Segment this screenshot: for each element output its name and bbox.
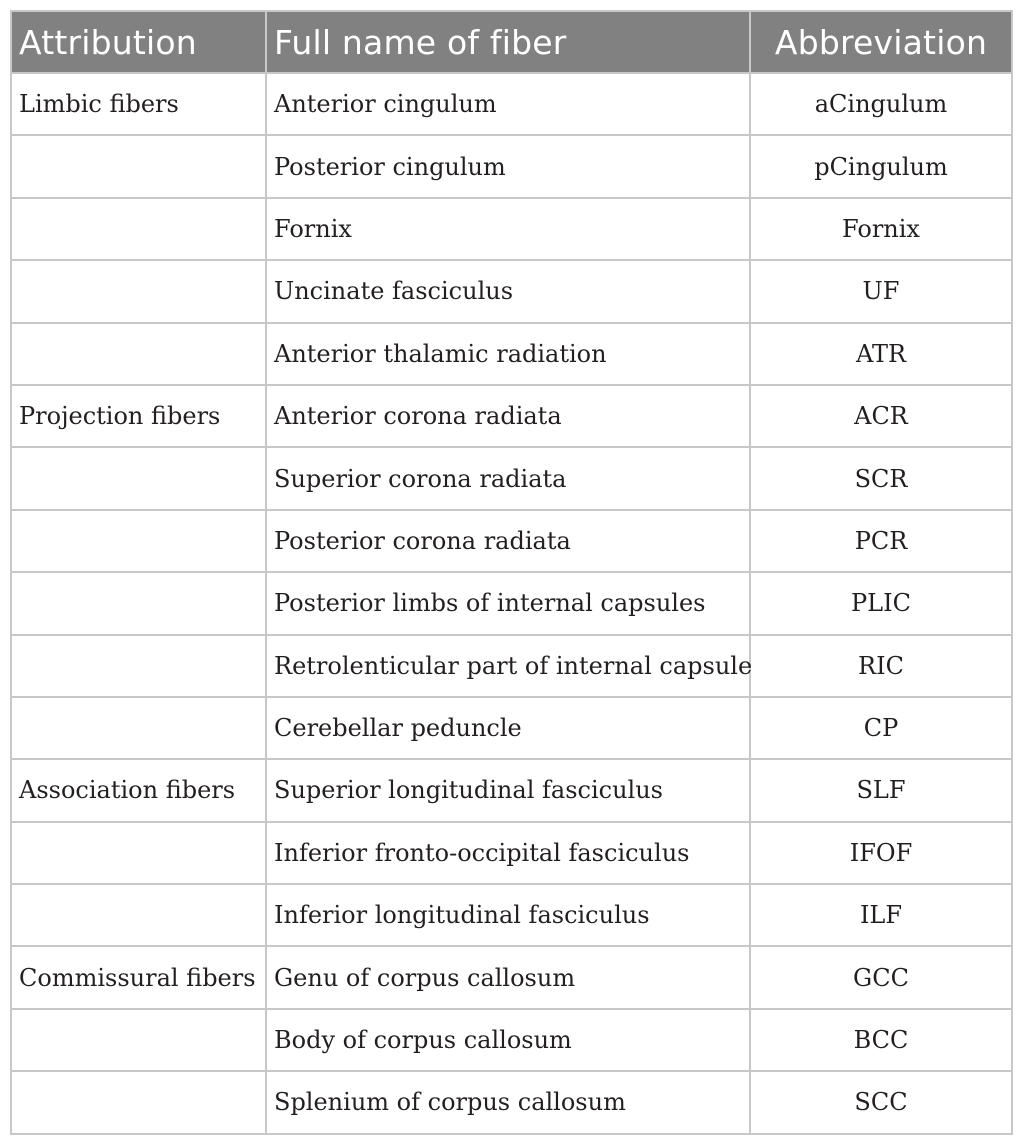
table-row xyxy=(11,135,1012,197)
cell-full-name: Retrolenticular part of internal capsule xyxy=(266,635,750,697)
cell-full-name: Posterior limbs of internal capsules xyxy=(266,572,750,634)
cell-abbreviation: ACR xyxy=(750,385,1012,447)
cell-attribution xyxy=(11,510,266,572)
cell-abbreviation: SLF xyxy=(750,759,1012,821)
cell-full-name: Fornix xyxy=(266,198,750,260)
table-row xyxy=(11,635,1012,697)
cell-abbreviation: UF xyxy=(750,260,1012,322)
table-row xyxy=(11,884,1012,946)
cell-full-name: Genu of corpus callosum xyxy=(266,946,750,1008)
fiber-table xyxy=(10,10,1013,1135)
table-row xyxy=(11,697,1012,759)
cell-full-name: Superior corona radiata xyxy=(266,447,750,509)
table-row xyxy=(11,946,1012,1008)
cell-abbreviation: PCR xyxy=(750,510,1012,572)
cell-attribution: Commissural fibers xyxy=(11,946,266,1008)
cell-abbreviation: SCC xyxy=(750,1071,1012,1133)
table-row xyxy=(11,198,1012,260)
cell-attribution: Limbic fibers xyxy=(11,73,266,135)
cell-abbreviation: pCingulum xyxy=(750,135,1012,197)
table-row xyxy=(11,323,1012,385)
cell-attribution xyxy=(11,822,266,884)
header-abbreviation: Abbreviation xyxy=(750,11,1012,73)
cell-full-name: Anterior cingulum xyxy=(266,73,750,135)
table-header xyxy=(11,11,1012,73)
cell-attribution xyxy=(11,635,266,697)
fiber-table-container xyxy=(10,10,1011,1135)
table-row xyxy=(11,447,1012,509)
cell-attribution xyxy=(11,572,266,634)
cell-full-name: Anterior thalamic radiation xyxy=(266,323,750,385)
cell-abbreviation: SCR xyxy=(750,447,1012,509)
cell-attribution xyxy=(11,697,266,759)
cell-full-name: Superior longitudinal fasciculus xyxy=(266,759,750,821)
cell-abbreviation: GCC xyxy=(750,946,1012,1008)
header-full-name: Full name of fiber xyxy=(266,11,750,73)
cell-full-name: Inferior longitudinal fasciculus xyxy=(266,884,750,946)
cell-abbreviation: aCingulum xyxy=(750,73,1012,135)
cell-abbreviation: IFOF xyxy=(750,822,1012,884)
cell-attribution xyxy=(11,1009,266,1071)
cell-attribution xyxy=(11,198,266,260)
cell-attribution xyxy=(11,447,266,509)
cell-attribution xyxy=(11,323,266,385)
table-row xyxy=(11,385,1012,447)
cell-abbreviation: PLIC xyxy=(750,572,1012,634)
cell-full-name: Body of corpus callosum xyxy=(266,1009,750,1071)
table-row xyxy=(11,759,1012,821)
table-row xyxy=(11,1009,1012,1071)
table-row xyxy=(11,1071,1012,1133)
cell-attribution: Association fibers xyxy=(11,759,266,821)
cell-attribution xyxy=(11,135,266,197)
cell-full-name: Cerebellar peduncle xyxy=(266,697,750,759)
table-row xyxy=(11,73,1012,135)
cell-full-name: Anterior corona radiata xyxy=(266,385,750,447)
cell-abbreviation: Fornix xyxy=(750,198,1012,260)
cell-attribution xyxy=(11,884,266,946)
table-row xyxy=(11,822,1012,884)
cell-attribution xyxy=(11,260,266,322)
cell-full-name: Splenium of corpus callosum xyxy=(266,1071,750,1133)
cell-abbreviation: ATR xyxy=(750,323,1012,385)
cell-attribution: Projection fibers xyxy=(11,385,266,447)
table-row xyxy=(11,260,1012,322)
cell-full-name: Inferior fronto-occipital fasciculus xyxy=(266,822,750,884)
header-attribution: Attribution xyxy=(11,11,266,73)
table-row xyxy=(11,572,1012,634)
cell-abbreviation: BCC xyxy=(750,1009,1012,1071)
cell-abbreviation: ILF xyxy=(750,884,1012,946)
cell-attribution xyxy=(11,1071,266,1133)
cell-full-name: Posterior corona radiata xyxy=(266,510,750,572)
cell-full-name: Uncinate fasciculus xyxy=(266,260,750,322)
cell-abbreviation: CP xyxy=(750,697,1012,759)
cell-full-name: Posterior cingulum xyxy=(266,135,750,197)
cell-abbreviation: RIC xyxy=(750,635,1012,697)
table-body xyxy=(11,73,1012,1134)
header-row xyxy=(11,11,1012,73)
table-row xyxy=(11,510,1012,572)
